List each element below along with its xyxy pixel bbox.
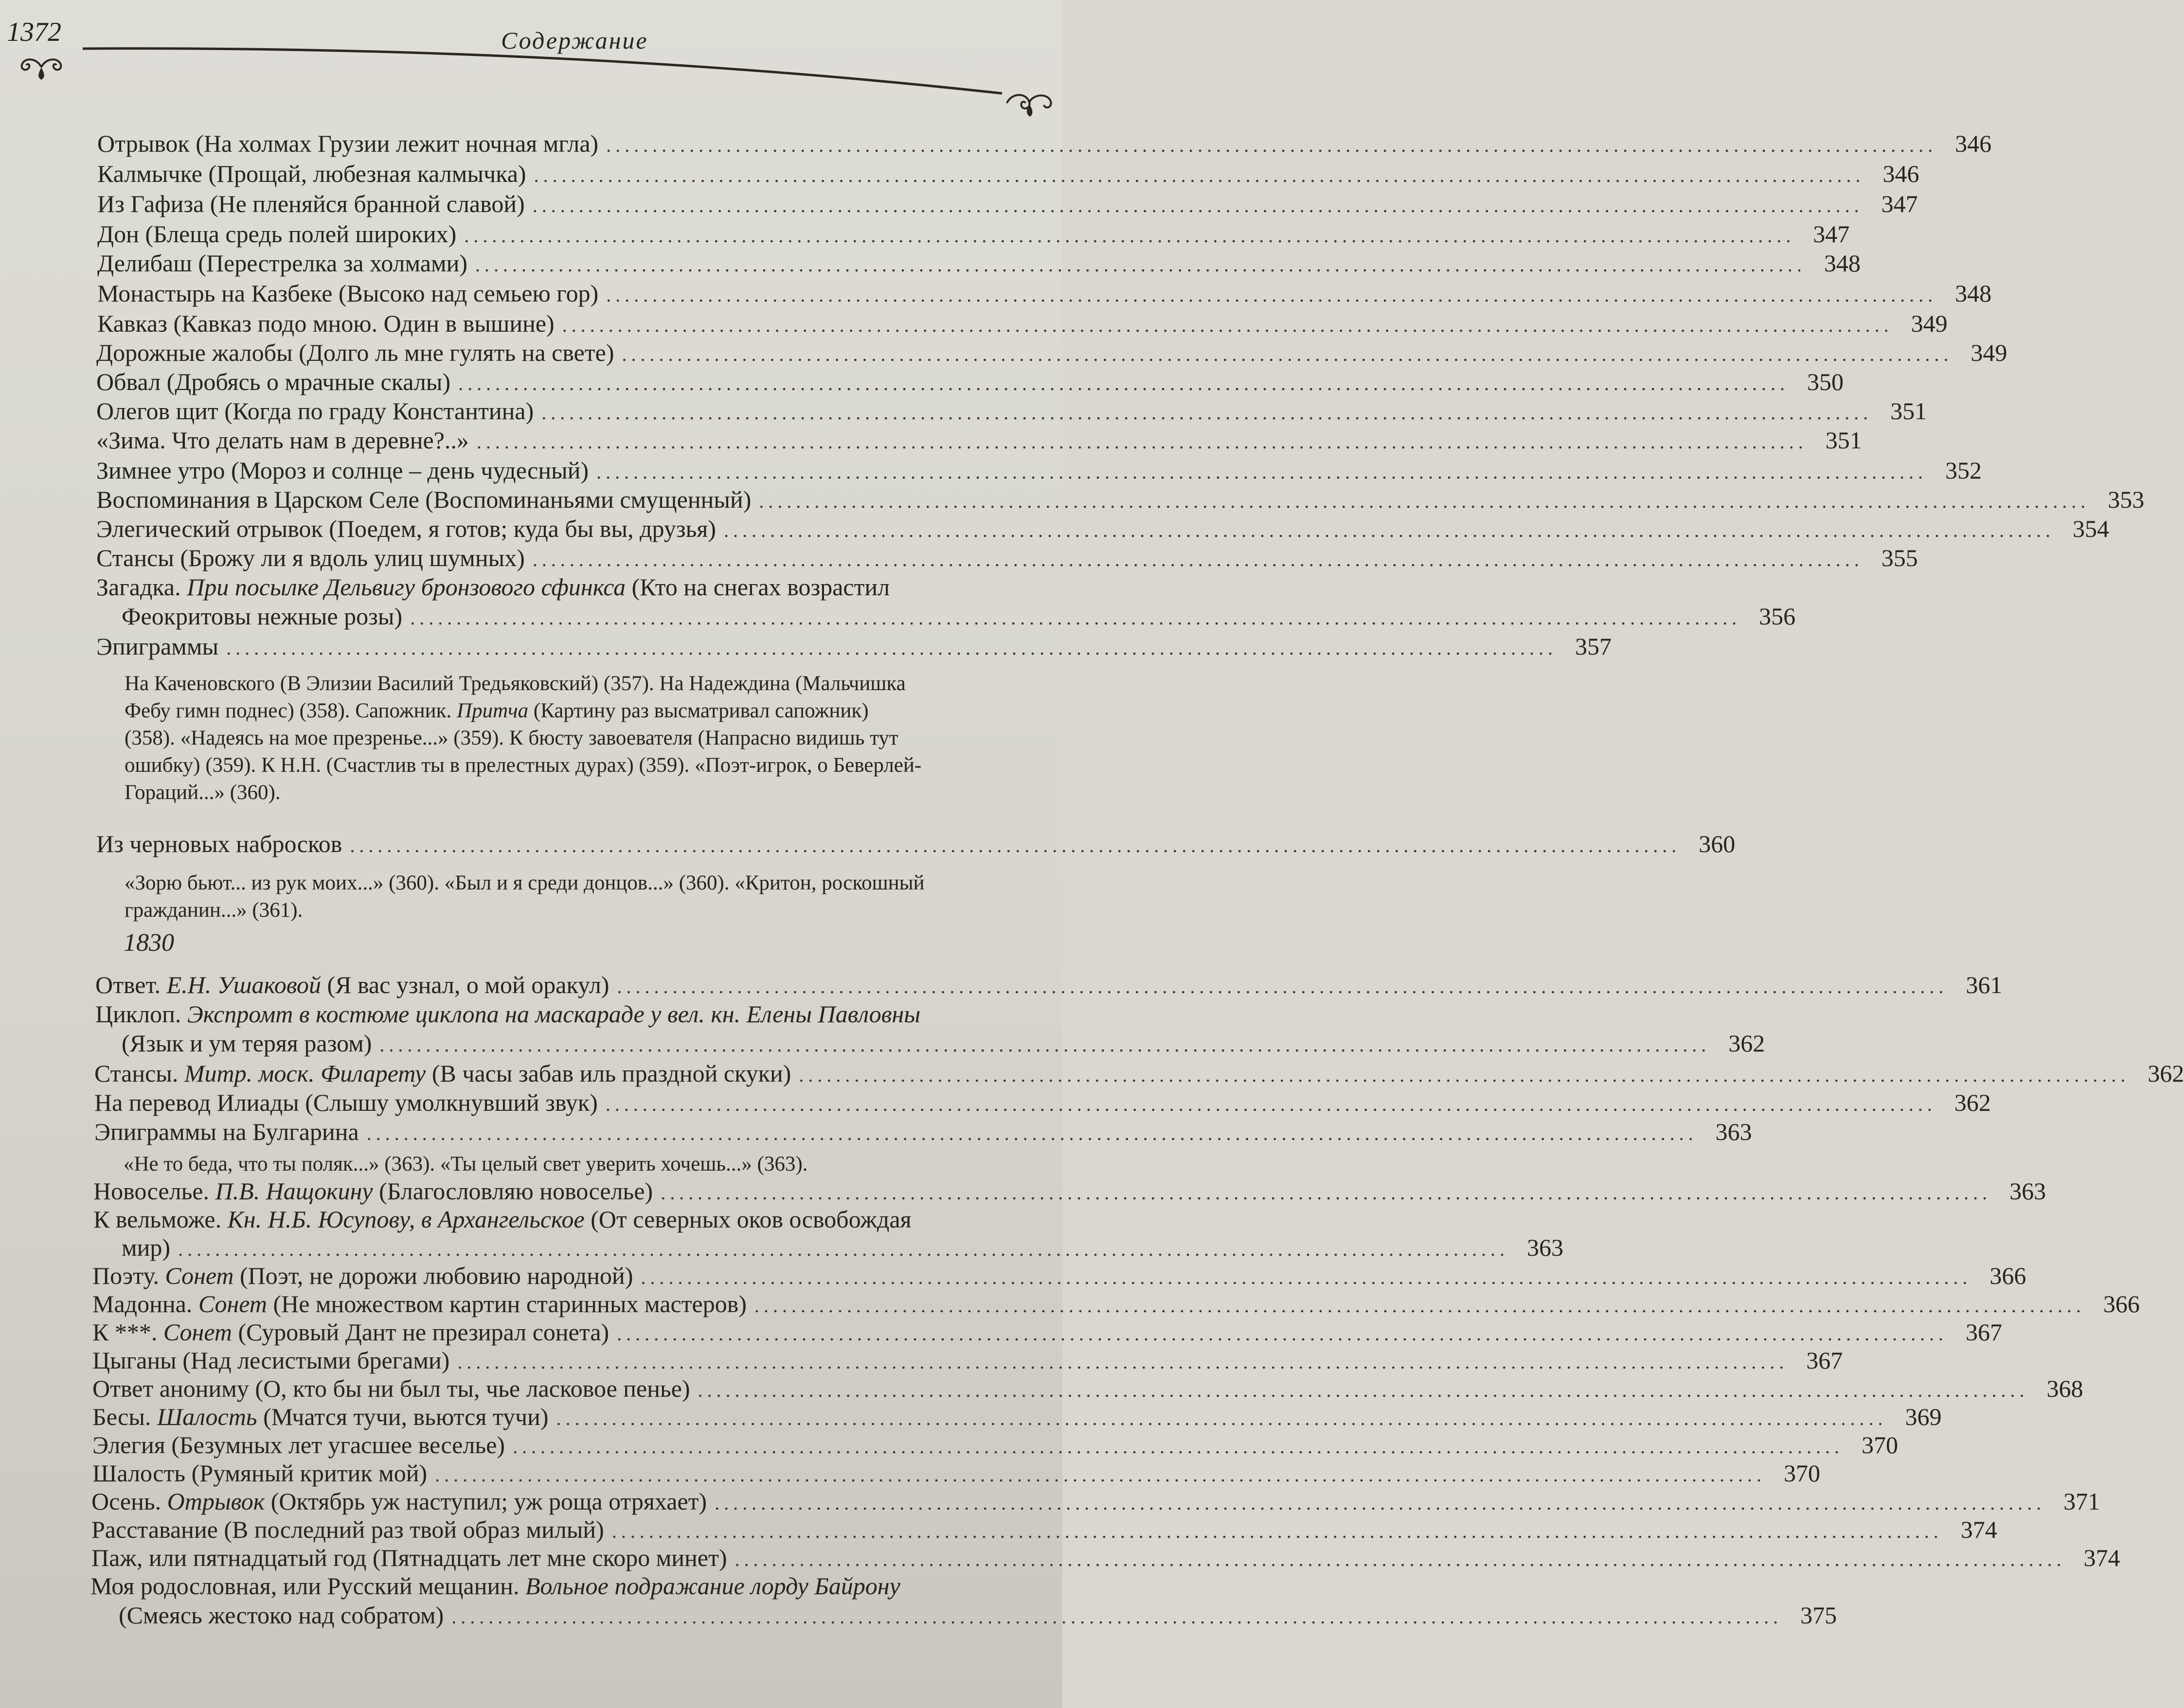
toc-entry: Монастырь на Казбеке (Высоко над семьею гор) ................................................................................................................................................ 348: [97, 280, 1992, 307]
flourish-ornament-icon: [1002, 89, 1056, 120]
toc-entry: Из Гафиза (Не пленяйся бранной славой) ................................................................................................................................................ 347: [97, 190, 1918, 217]
subentry-line: ошибку) (359). К Н.Н. (Счастлив ты в прелестных дурах) (359). «Поэт-игрок, о Беверлей-: [125, 754, 922, 777]
toc-entry: Зимнее утро (Мороз и солнце – день чудесный) ................................................................................................................................................ 352: [96, 457, 1982, 484]
toc-entry: Поэту. Сонет (Поэт, не дорожи любовию народной) ................................................................................................................................................ 366: [92, 1262, 2026, 1289]
toc-entry: К ***. Сонет (Суровый Дант не презирал сонета) ................................................................................................................................................ 367: [92, 1318, 2003, 1346]
toc-entry: Элегический отрывок (Поедем, я готов; куда бы вы, друзья) ................................................................................................................................................ 354: [96, 515, 2110, 542]
toc-entry: Новоселье. П.В. Нащокину (Благословляю новоселье) ................................................................................................................................................ 363: [93, 1177, 2046, 1205]
toc-entry: Обвал (Дробясь о мрачные скалы) ................................................................................................................................................ 350: [96, 368, 1844, 395]
flourish-ornament-icon: [15, 53, 68, 82]
toc-entry: Из черновых набросков ................................................................................................................................................ 360: [96, 830, 1736, 857]
toc-entry-title: К вельможе. Кн. Н.Б. Юсупову, в Архангельское (От северных оков освобождая: [93, 1206, 912, 1233]
toc-entry: Ответ анониму (О, кто бы ни был ты, чье ласковое пенье) ................................................................................................................................................ 368: [92, 1375, 2083, 1402]
toc-entry: Элегия (Безумных лет угасшее веселье) ................................................................................................................................................ 370: [92, 1431, 1898, 1459]
toc-entry: Кавказ (Кавказ подо мною. Один в вышине) ................................................................................................................................................ 349: [97, 310, 1948, 337]
toc-entry: Стансы (Брожу ли я вдоль улиц шумных) ................................................................................................................................................ 355: [96, 544, 1918, 571]
subentry-line: гражданин...» (361).: [125, 899, 303, 922]
subentry-line: «Зорю бьют... из рук моих...» (360). «Был и я среди донцов...» (360). «Критон, роскошный: [125, 872, 925, 894]
toc-entry: мир) ................................................................................................................................................ 363: [122, 1234, 1564, 1261]
toc-entry: Отрывок (На холмах Грузии лежит ночная мгла) ................................................................................................................................................ 346: [97, 130, 1992, 157]
toc-entry: Расставание (В последний раз твой образ милый) ................................................................................................................................................ 374: [91, 1516, 1997, 1543]
toc-entry: Ответ. Е.Н. Ушаковой (Я вас узнал, о мой оракул) ................................................................................................................................................ 361: [95, 971, 2003, 998]
toc-entry: На перевод Илиады (Слышу умолкнувший звук) ................................................................................................................................................ 362: [94, 1089, 1991, 1116]
toc-entry-title: Моя родословная, или Русский мещанин. Вольное подражание лорду Байрону: [90, 1572, 900, 1600]
toc-entry: Эпиграммы на Булгарина ................................................................................................................................................ 363: [94, 1118, 1752, 1145]
toc-entry: Бесы. Шалость (Мчатся тучи, вьются тучи) ................................................................................................................................................ 369: [92, 1403, 1942, 1430]
section-year: 1830: [124, 929, 174, 957]
toc-entry-title: Загадка. При посылке Дельвигу бронзового сфинкса (Кто на снегах возрастил: [96, 573, 890, 601]
subentry-line: «Не то беда, что ты поляк...» (363). «Ты целый свет уверить хочешь...» (363).: [124, 1153, 808, 1175]
subentry-line: На Каченовского (В Элизии Василий Тредьяковский) (357). На Надеждина (Мальчишка: [125, 672, 906, 695]
toc-entry: Осень. Отрывок (Октябрь уж наступил; уж роща отряхает) ................................................................................................................................................ 371: [91, 1488, 2100, 1515]
toc-entry: Мадонна. Сонет (Не множеством картин старинных мастеров) ................................................................................................................................................ 366: [92, 1290, 2140, 1317]
toc-entry: Шалость (Румяный критик мой) ................................................................................................................................................ 370: [92, 1459, 1821, 1487]
toc-entry: (Язык и ум теряя разом) ................................................................................................................................................ 362: [122, 1030, 1765, 1057]
toc-entry: Феокритовы нежные розы) ................................................................................................................................................ 356: [122, 603, 1796, 630]
toc-entry: Воспоминания в Царском Селе (Воспоминаньями смущенный) ................................................................................................................................................ 353: [96, 486, 2145, 513]
subentry-line: Гораций...» (360).: [125, 781, 281, 804]
toc-entry-title: Циклоп. Экспромт в костюме циклопа на маскараде у вел. кн. Елены Павловны: [95, 1000, 921, 1028]
toc-entry: Стансы. Митр. моск. Филарету (В часы забав иль праздной скуки) ................................................................................................................................................ 362: [94, 1060, 2184, 1087]
subentry-line: (358). «Надеясь на мое презренье...» (359). К бюсту завоевателя (Напрасно видишь тут: [125, 727, 898, 749]
toc-entry: Делибаш (Перестрелка за холмами) ................................................................................................................................................ 348: [97, 249, 1861, 277]
toc-entry: Дон (Блеща средь полей широких) ................................................................................................................................................ 347: [97, 220, 1850, 248]
toc-entry: Паж, или пятнадцатый год (Пятнадцать лет мне скоро минет) ................................................................................................................................................ 374: [91, 1544, 2120, 1571]
page-number: 1372: [7, 17, 61, 47]
toc-entry: Олегов щит (Когда по граду Константина) ................................................................................................................................................ 351: [96, 397, 1927, 425]
subentry-line: Фебу гимн поднес) (358). Сапожник. Притча (Картину раз высматривал сапожник): [125, 699, 869, 722]
toc-entry: «Зима. Что делать нам в деревне?..» ................................................................................................................................................ 351: [96, 427, 1862, 454]
toc-entry: Калмычке (Прощай, любезная калмычка) ................................................................................................................................................ 346: [97, 160, 1919, 187]
toc-entry: Дорожные жалобы (Долго ль мне гулять на свете) ................................................................................................................................................ 349: [96, 339, 2007, 366]
header-rule: [83, 43, 1026, 101]
toc-entry: Эпиграммы ................................................................................................................................................ 357: [96, 633, 1612, 660]
toc-entry: Цыганы (Над лесистыми брегами) ................................................................................................................................................ 367: [92, 1347, 1843, 1374]
toc-entry: (Смеясь жестоко над собратом) ................................................................................................................................................ 375: [119, 1601, 1837, 1629]
running-head: Содержание: [501, 27, 648, 54]
